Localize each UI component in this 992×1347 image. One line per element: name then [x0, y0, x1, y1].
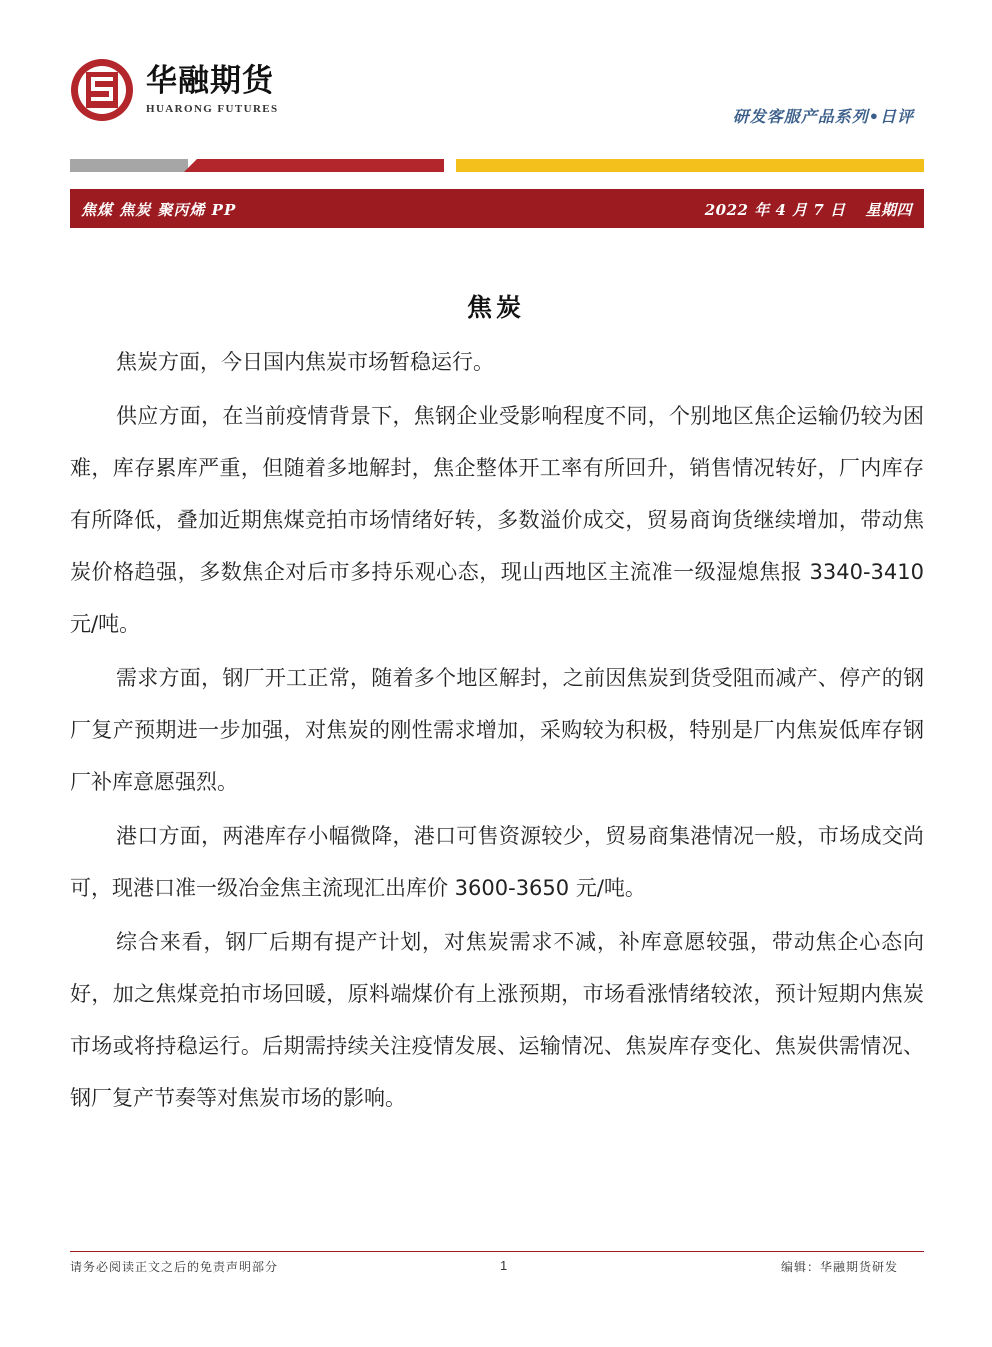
article-paragraph: 综合来看，钢厂后期有提产计划，对焦炭需求不减，补库意愿较强，带动焦企心态向好，加之焦煤竞拍市场回暖，原料端煤价有上涨预期，市场看涨情绪较浓，预计短期内焦炭市场或将持稳运行。后期需持续关注疫情发展、运输情况、焦炭库存变化、焦炭供需情况、钢厂复产节奏等对焦炭市场的影响。	[70, 930, 924, 1110]
banner-products: 焦煤 焦炭 聚丙烯 PP	[81, 201, 237, 219]
brand-name-cn: 华融期货	[146, 63, 274, 99]
banner-date-group	[705, 199, 912, 220]
footer-disclaimer: 请务必阅读正文之后的免责声明部分	[70, 1260, 279, 1274]
footer-editor: 编辑：华融期货研发	[780, 1260, 898, 1274]
article-body	[70, 336, 924, 1126]
footer-divider	[70, 1251, 924, 1252]
header-stripe-red	[184, 159, 444, 172]
report-banner	[70, 189, 924, 228]
page-number: 1	[500, 1258, 509, 1273]
article-paragraph: 需求方面，钢厂开工正常，随着多个地区解封，之前因焦炭到货受阻而减产、停产的钢厂复产预期进一步加强，对焦炭的刚性需求增加，采购较为积极，特别是厂内焦炭低库存钢厂补库意愿强烈。	[70, 666, 924, 794]
banner-date: 2022 年 4 月 7 日	[704, 201, 846, 219]
article-paragraph: 焦炭方面，今日国内焦炭市场暂稳运行。	[116, 350, 494, 374]
header-stripe-gray	[70, 159, 188, 172]
banner-weekday: 星期四	[865, 201, 912, 219]
article-title: 焦炭	[466, 293, 525, 322]
article-paragraph: 港口方面，两港库存小幅微降，港口可售资源较少，贸易商集港情况一般，市场成交尚可，现港口准一级冶金焦主流现汇出库价 3600-3650 元/吨。	[70, 824, 924, 900]
article-paragraph: 供应方面，在当前疫情背景下，焦钢企业受影响程度不同，个别地区焦企运输仍较为困难，库存累库严重，但随着多地解封，焦企整体开工率有所回升，销售情况转好，厂内库存有所降低，叠加近期焦煤竞拍市场情绪好转，多数溢价成交，贸易商询货继续增加，带动焦炭价格趋强，多数焦企对后市多持乐观心态，现山西地区主流准一级湿熄焦报 3340-3410 元/吨。	[70, 404, 924, 636]
huarong-logo-icon	[70, 58, 134, 122]
brand-name-en: HUARONG FUTURES	[146, 103, 279, 115]
report-series-label: 研发客服产品系列•日评	[732, 107, 914, 126]
header-stripe-yellow	[456, 159, 924, 172]
